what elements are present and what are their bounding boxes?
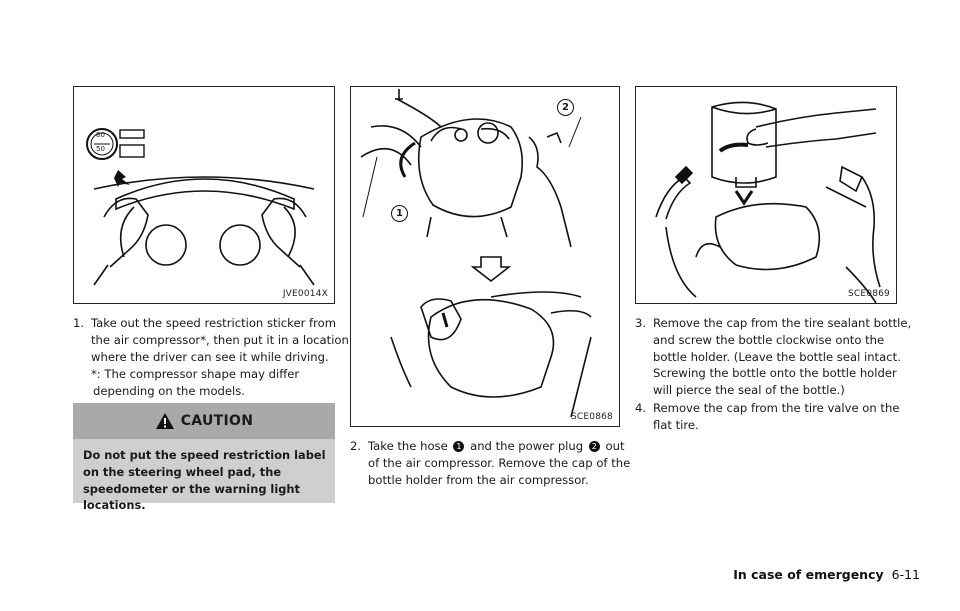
footer-section-title: In case of emergency — [733, 567, 884, 582]
sealant-bottle-illustration — [636, 87, 898, 305]
caution-title: CAUTION — [180, 413, 254, 429]
footer-page-number: 6-11 — [891, 567, 920, 582]
caution-box — [73, 403, 335, 513]
figure-code: SCE0868 — [571, 412, 613, 422]
callout-2-label: 2 — [562, 102, 569, 113]
step-1 — [73, 315, 353, 365]
step-number: 2. — [350, 439, 362, 453]
step-4 — [635, 400, 915, 434]
step-text-part2: and the power plug — [470, 439, 584, 453]
figure-code: JVE0014X — [282, 289, 328, 299]
callout-2-badge — [557, 99, 574, 116]
step-number: 1. — [73, 316, 85, 330]
figure-sealant-bottle — [635, 86, 897, 304]
step-2 — [350, 438, 638, 488]
sticker-speed-top: 80 — [96, 131, 105, 139]
step-1-note: *: The compressor shape may differ depending on the models. — [91, 367, 300, 398]
figure-code: SCE0869 — [848, 289, 890, 299]
compressor-illustration — [351, 87, 621, 428]
caution-text: Do not put the speed restriction label on the steering wheel pad, the speedometer or the warning light locations. — [83, 448, 326, 513]
callout-1-inline: 1 — [453, 441, 464, 452]
step-number: 3. — [635, 316, 647, 330]
warning-triangle-icon — [155, 412, 175, 430]
page-footer — [733, 567, 920, 582]
step-text-part3: out of the air compressor. Remove the cap of the bottle holder from the air compressor. — [368, 439, 631, 487]
step-text: Remove the cap from the tire sealant bottle, and screw the bottle clockwise onto the bottle holder. (Leave the bottle seal intact. Screwing the bottle onto the bottle holder will pierce the seal of the bottle.) — [653, 316, 912, 398]
step-text: Remove the cap from the tire valve on the flat tire. — [653, 401, 900, 432]
sticker-speed-bottom: 50 — [96, 145, 105, 153]
speed-sticker-icon — [74, 87, 336, 305]
callout-1-badge — [391, 205, 408, 222]
step-3 — [635, 315, 915, 399]
caution-header — [73, 403, 335, 439]
callout-2-inline: 2 — [589, 441, 600, 452]
figure-steering-wheel — [73, 86, 335, 304]
step-text: Take out the speed restriction sticker from the air compressor*, then put it in a location where the driver can see it while driving. — [91, 316, 349, 364]
figure-compressor-hose — [350, 86, 620, 427]
callout-1-label: 1 — [396, 208, 403, 219]
step-text-part1: Take the hose — [368, 439, 448, 453]
step-number: 4. — [635, 401, 647, 415]
